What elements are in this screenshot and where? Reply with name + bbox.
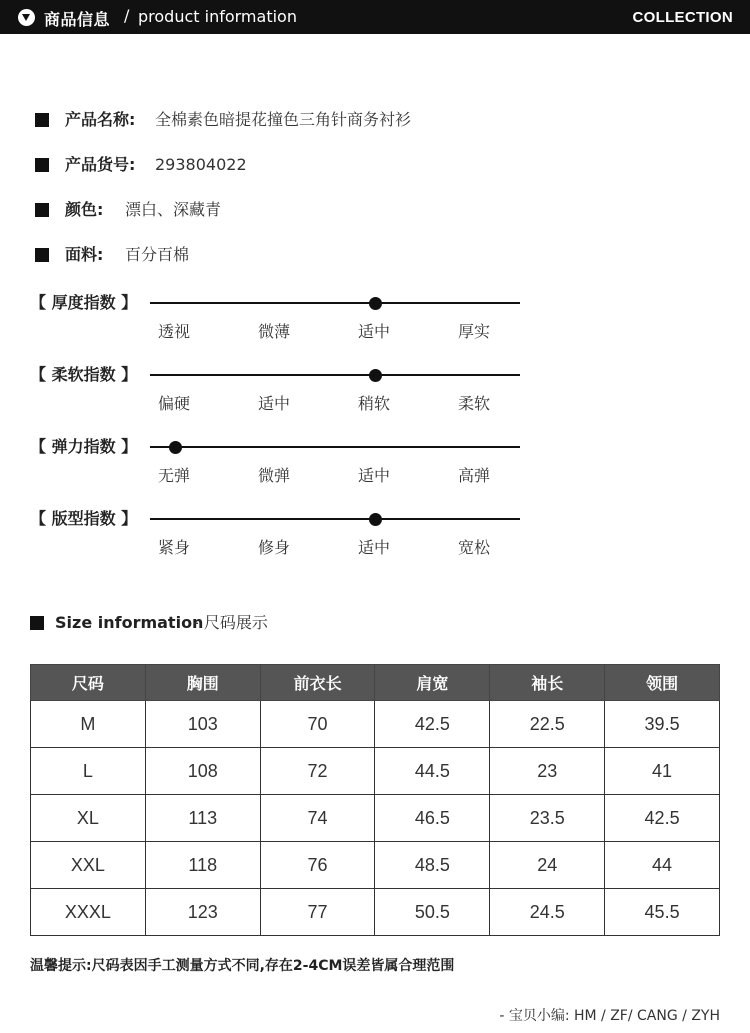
table-cell: 45.5	[605, 889, 720, 936]
header-title-cn: 商品信息	[44, 10, 111, 29]
table-cell: 48.5	[375, 842, 490, 889]
index-track	[150, 374, 520, 376]
table-cell: 74	[260, 795, 375, 842]
product-color-label: 颜色:	[65, 200, 104, 219]
table-cell: 23	[490, 748, 605, 795]
product-name-value: 全棉素色暗提花撞色三角针商务衬衫	[155, 110, 412, 129]
table-cell: 50.5	[375, 889, 490, 936]
table-row	[31, 701, 720, 748]
thickness-index	[30, 290, 530, 340]
table-cell: 77	[260, 889, 375, 936]
index-tick: 适中	[358, 466, 391, 485]
editor-credits: - 宝贝小编: HM / ZF/ CANG / ZYH	[499, 1008, 720, 1024]
table-cell: 76	[260, 842, 375, 889]
table-cell: 44	[605, 842, 720, 889]
index-tick: 微薄	[258, 322, 291, 341]
table-cell: 123	[145, 889, 260, 936]
table-cell: XXL	[31, 842, 146, 889]
softness-index	[30, 362, 530, 412]
table-cell: 24.5	[490, 889, 605, 936]
index-tick: 高弹	[458, 466, 491, 485]
fit-index	[30, 506, 530, 556]
table-cell: XXXL	[31, 889, 146, 936]
header-bar	[0, 0, 750, 34]
table-cell: 113	[145, 795, 260, 842]
index-tick: 微弹	[258, 466, 291, 485]
table-cell: XL	[31, 795, 146, 842]
bullet-square-icon	[30, 616, 44, 630]
bullet-square-icon	[35, 113, 49, 127]
index-track	[150, 446, 520, 448]
index-tick: 适中	[358, 322, 391, 341]
table-cell: 44.5	[375, 748, 490, 795]
index-track	[150, 518, 520, 520]
product-color-value: 漂白、深藏青	[125, 200, 222, 219]
table-cell: L	[31, 748, 146, 795]
column-header: 前衣长	[260, 665, 375, 701]
elasticity-index	[30, 434, 530, 484]
size-info-title-cn: - 尺码展示	[193, 613, 268, 632]
product-name-label: 产品名称:	[65, 110, 136, 129]
index-tick: 厚实	[458, 322, 491, 341]
index-tick: 无弹	[158, 466, 191, 485]
index-title: 【 厚度指数 】	[30, 293, 138, 312]
table-cell: 70	[260, 701, 375, 748]
table-cell: 46.5	[375, 795, 490, 842]
table-cell: 42.5	[375, 701, 490, 748]
index-tick: 透视	[158, 322, 191, 341]
table-cell: 23.5	[490, 795, 605, 842]
header-separator: /	[124, 6, 130, 25]
index-tick: 紧身	[158, 538, 191, 557]
table-row	[31, 889, 720, 936]
index-tick: 宽松	[458, 538, 491, 557]
index-marker	[369, 369, 382, 382]
bullet-square-icon	[35, 203, 49, 217]
table-cell: 42.5	[605, 795, 720, 842]
column-header: 肩宽	[375, 665, 490, 701]
index-title: 【 柔软指数 】	[30, 365, 138, 384]
table-cell: 41	[605, 748, 720, 795]
header-collection-label: COLLECTION	[632, 9, 733, 26]
index-title: 【 弹力指数 】	[30, 437, 138, 456]
table-cell: 24	[490, 842, 605, 889]
product-fabric-label: 面料:	[65, 245, 104, 264]
table-header-row	[31, 665, 720, 701]
index-track	[150, 302, 520, 304]
header-title-en: product information	[138, 7, 297, 26]
table-cell: 72	[260, 748, 375, 795]
table-row	[31, 795, 720, 842]
index-tick: 偏硬	[158, 394, 191, 413]
table-cell: M	[31, 701, 146, 748]
bullet-square-icon	[35, 158, 49, 172]
index-tick: 修身	[258, 538, 291, 557]
product-sku-value: 293804022	[155, 155, 247, 174]
table-row	[31, 748, 720, 795]
table-cell: 39.5	[605, 701, 720, 748]
product-sku-label: 产品货号:	[65, 155, 136, 174]
index-marker	[369, 297, 382, 310]
column-header: 领围	[605, 665, 720, 701]
measurement-tip: 温馨提示:尺码表因手工测量方式不同,存在2-4CM误差皆属合理范围	[30, 958, 455, 974]
index-tick: 适中	[358, 538, 391, 557]
table-cell: 108	[145, 748, 260, 795]
table-cell: 118	[145, 842, 260, 889]
table-cell: 22.5	[490, 701, 605, 748]
column-header: 胸围	[145, 665, 260, 701]
index-tick: 柔软	[458, 394, 491, 413]
column-header: 袖长	[490, 665, 605, 701]
bullet-square-icon	[35, 248, 49, 262]
index-marker	[369, 513, 382, 526]
index-tick: 适中	[258, 394, 291, 413]
product-fabric-value: 百分百棉	[125, 245, 190, 264]
index-tick: 稍软	[358, 394, 391, 413]
index-title: 【 版型指数 】	[30, 509, 138, 528]
table-row	[31, 842, 720, 889]
heart-icon	[18, 9, 35, 26]
size-table	[30, 664, 720, 936]
table-cell: 103	[145, 701, 260, 748]
column-header: 尺码	[31, 665, 146, 701]
size-info-title-en: Size information	[55, 613, 204, 632]
index-marker	[169, 441, 182, 454]
